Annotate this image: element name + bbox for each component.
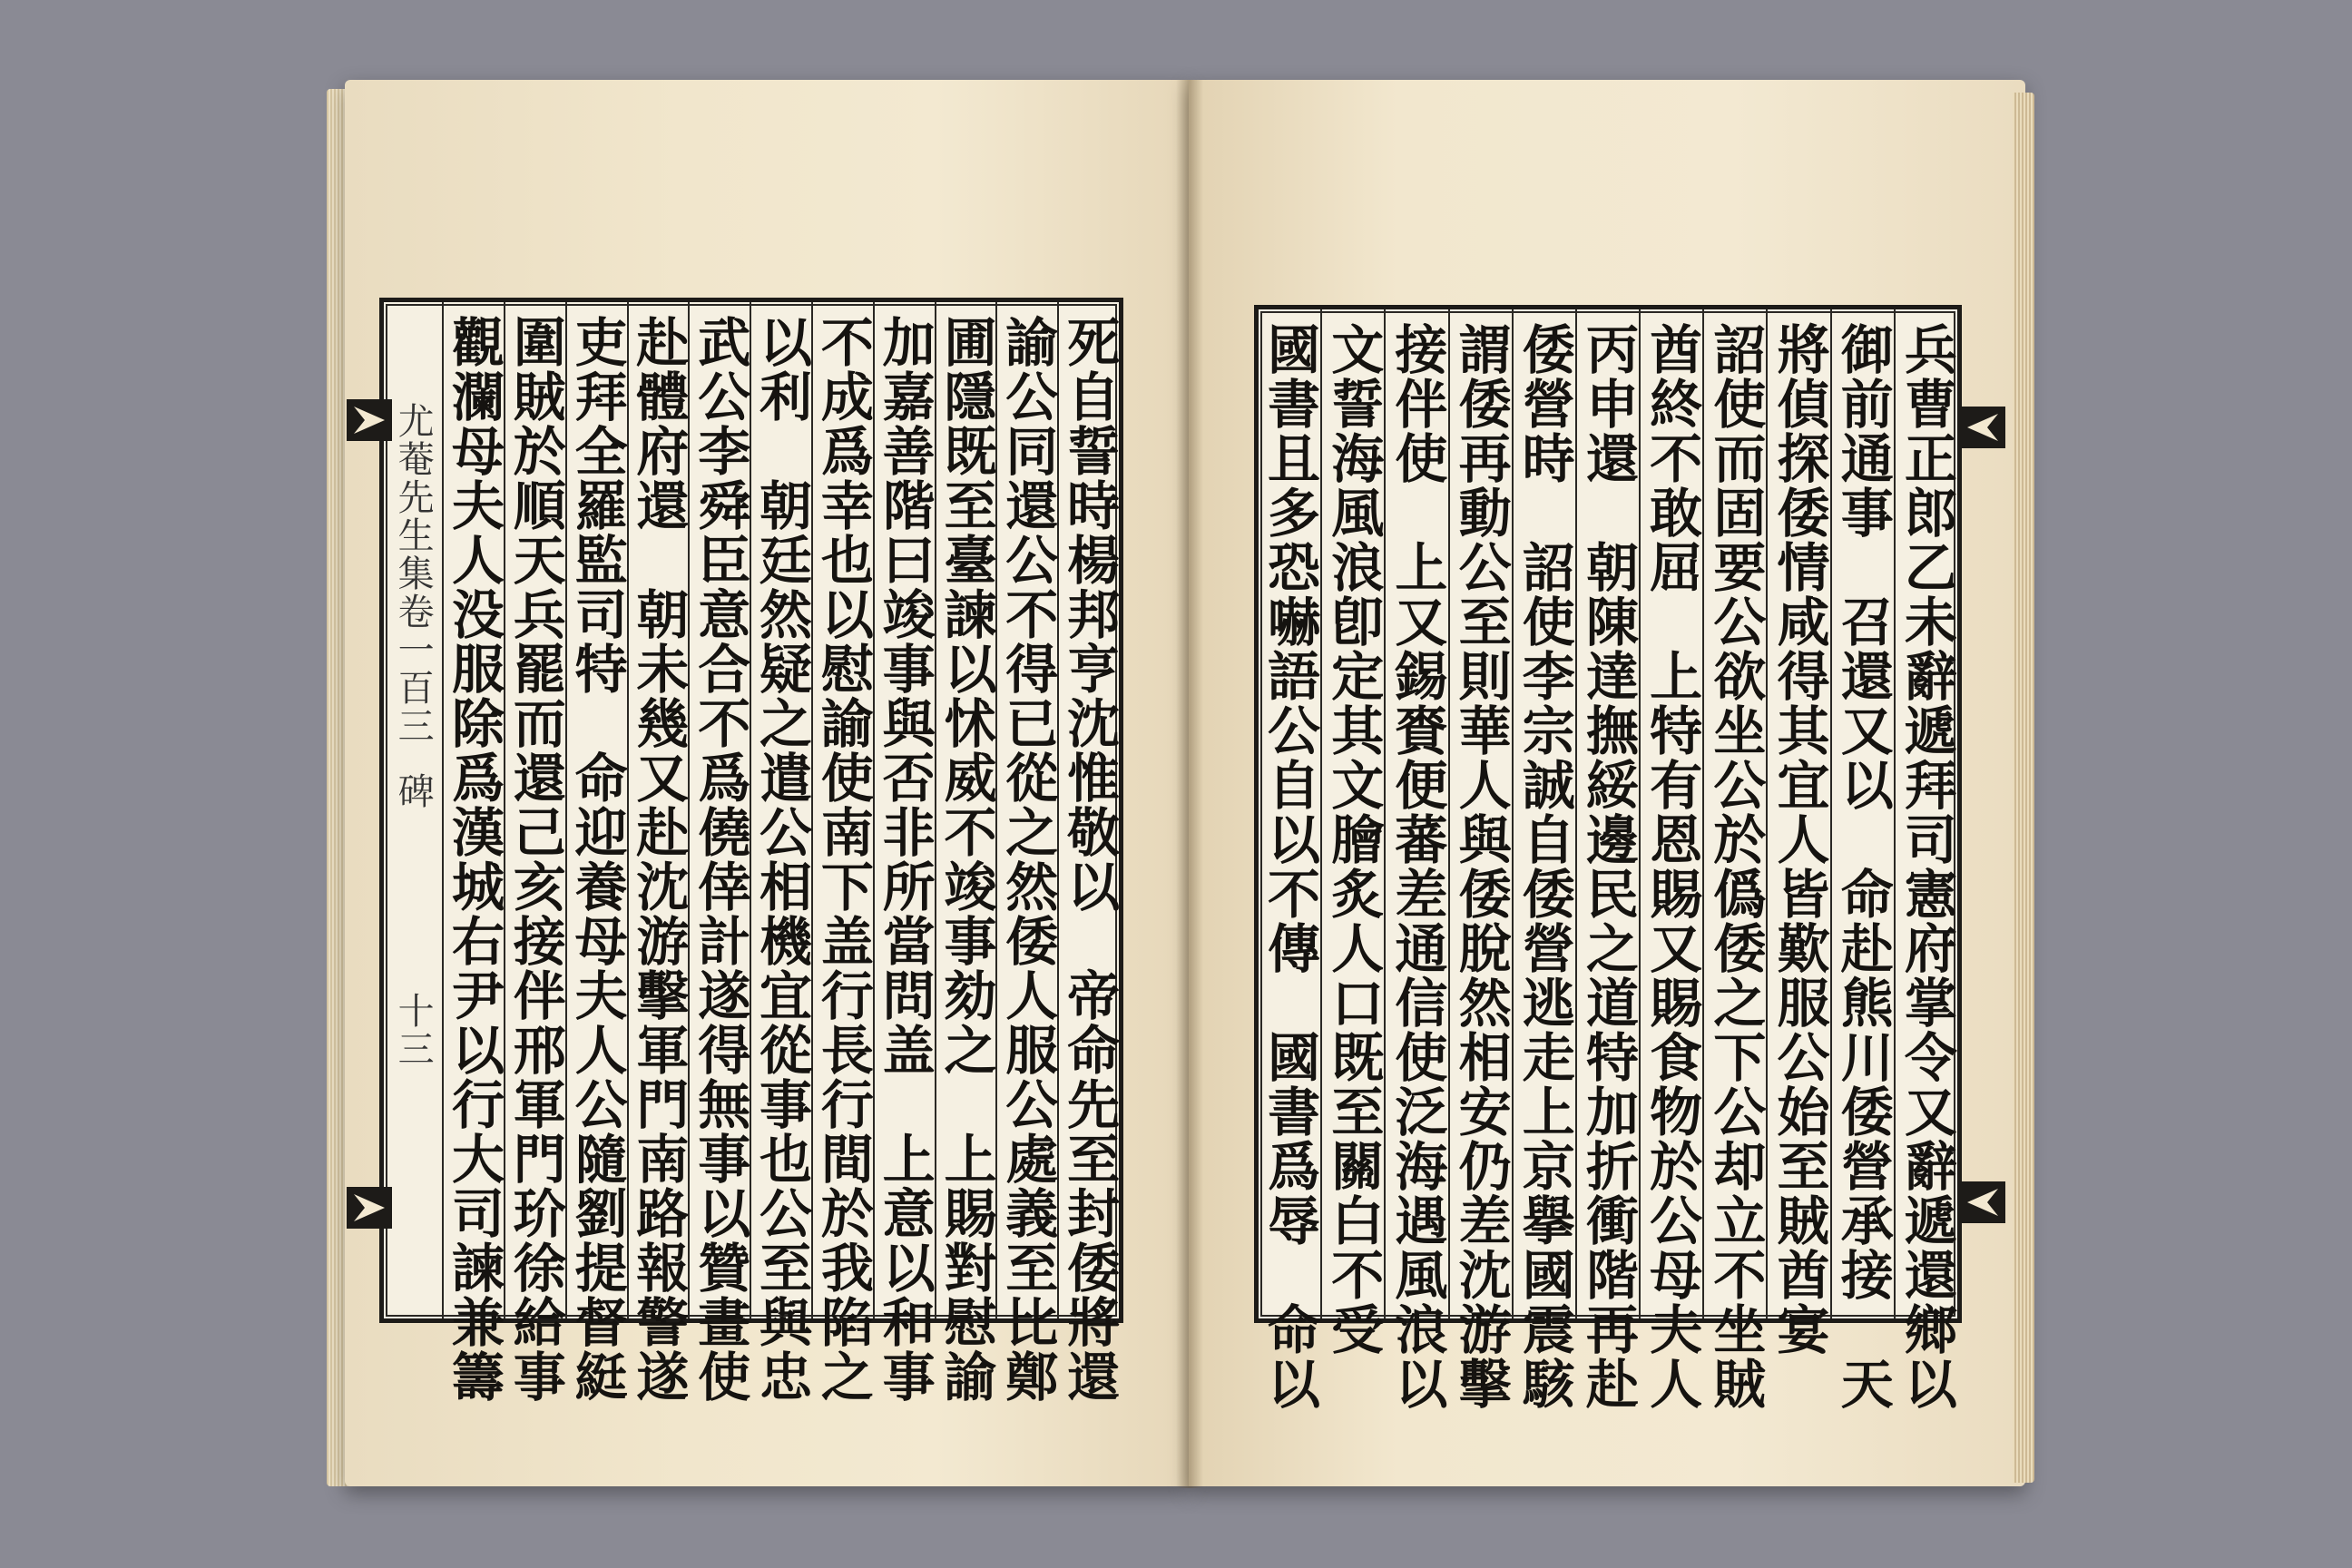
page-stack-right [2013,93,2034,1483]
text-column: 吏拜全羅監司特 命迎養母夫人公隨劉提督綎 [565,302,627,1318]
book-title-label: 尤菴先生集卷一百三 [392,402,435,745]
text-column: 加嘉善階曰竣事與否非所當問盖 上意以和事 [873,302,935,1318]
text-column: 圍賊於順天兵罷而還己亥接伴邢軍門玠徐給事 [504,302,565,1318]
book-gutter [1176,80,1203,1488]
text-column: 文誓海風浪卽定其文膾炙人口既至關白不受 [1320,309,1384,1318]
text-column: 不成爲幸也以慰諭使南下盖行長行間於我陷之 [811,302,873,1318]
section-label: 碑 [392,772,435,810]
text-column: 丙申還 朝陳達撫綏邊民之道特加折衝階再赴 [1575,309,1639,1318]
text-column: 御前通事 召還又以 命赴熊川倭營承接 天 [1830,309,1894,1318]
text-column: 武公李舜臣意合不爲僥倖計遂得無事以贊畫使 [688,302,750,1318]
text-column: 死自誓時楊邦亨沈惟敬以 帝命先至封倭將還 [1057,302,1119,1318]
text-column: 酋終不敢屈 上特有恩賜又賜食物於公母夫人 [1639,309,1702,1318]
open-book [327,80,2033,1495]
text-column: 詔使而固要公欲坐公於僞倭之下公却立不坐賊 [1702,309,1766,1318]
fish-tail-mark-lower-right [1960,1181,2005,1223]
text-column: 觀瀾母夫人没服除爲漢城右尹以行大司諫兼籌 [442,302,504,1318]
right-text-frame [1254,305,1962,1411]
text-column: 兵曹正郎乙未辭遞拜司憲府掌令又辭遞還鄉以 [1894,309,1957,1318]
left-text-frame [379,298,1123,1404]
page-number: 十三 [392,992,435,1068]
center-margin-column [384,302,442,1318]
text-column: 圃隱既至臺諫以怵威不竣事劾之 上賜對慰諭 [935,302,996,1318]
text-column: 倭營時 詔使李宗誠自倭營逃走上京擧國震駭 [1512,309,1575,1318]
text-column: 赴體府還 朝未幾又赴沈游擊軍門南路報警遂 [627,302,689,1318]
text-column: 將偵探倭情咸得其宜人皆歎服公始至賊酋宴 [1766,309,1829,1318]
fish-tail-mark-upper-right [1960,407,2005,448]
fish-tail-mark-upper-left [347,399,392,441]
text-column: 接伴使 上又錫賚便蕃差通信使泛海遇風浪以 [1384,309,1447,1318]
text-column: 謂倭再動公至則華人與倭脫然相安仍差沈游擊 [1448,309,1512,1318]
text-column: 國書且多恐嚇語公自以不傳 國書爲辱 命以 [1259,322,1321,1411]
fish-tail-mark-lower-left [347,1187,392,1229]
text-column: 以利 朝廷然疑之遣公相機宜從事也公至與忠 [750,302,811,1318]
text-column: 諭公同還公不得已從之然倭人服公處義至比鄭 [995,302,1057,1318]
